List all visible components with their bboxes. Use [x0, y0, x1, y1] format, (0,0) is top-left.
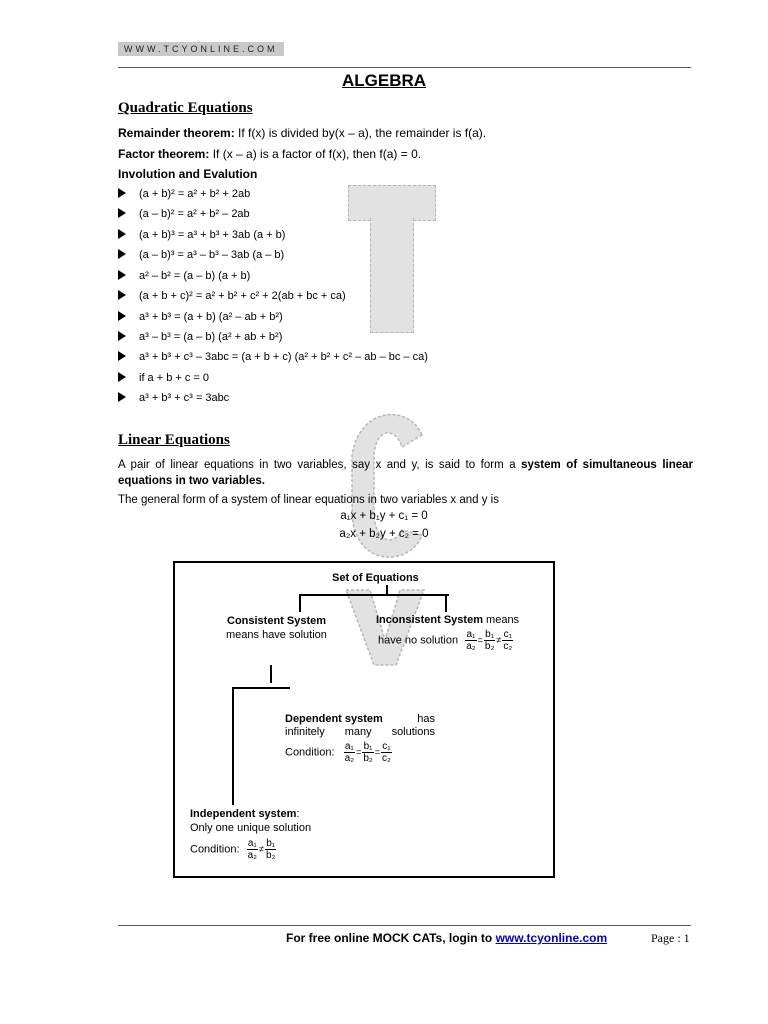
fraction-a: $\frac{\text{a₁}}{\text{a₂}}$ — [466, 629, 476, 652]
list-item — [118, 391, 229, 405]
identity-text: (a + b)² = a² + b² + 2ab — [139, 188, 251, 200]
condition-label: Condition: — [190, 843, 240, 856]
independent-condition: Condition: $\frac{\text{a₁}}{\text{a₂}}$ ≠ $\frac{\text{b₁}}{\text{b₂}}$ — [190, 838, 276, 861]
identity-text: (a + b + c)² = a² + b² + c² + 2(ab + bc + ca) — [139, 290, 346, 302]
page-number: Page : 1 — [651, 931, 690, 945]
remainder-theorem — [118, 126, 486, 140]
list-item — [118, 248, 284, 262]
inconsistent-system-node — [376, 614, 519, 627]
list-item — [118, 310, 283, 324]
remainder-text: If f(x) is divided by(x – a), the remainder is f(a). — [234, 126, 487, 140]
arrow-bullet-icon — [118, 351, 126, 361]
fraction-b: $\frac{\text{b₁}}{\text{b₂}}$ — [363, 741, 373, 764]
identity-text: a² – b² = (a – b) (a + b) — [139, 270, 251, 282]
list-item — [118, 330, 282, 344]
identity-text: if a + b + c = 0 — [139, 372, 210, 384]
arrow-bullet-icon — [118, 270, 126, 280]
involution-subheading: Involution and Evalution — [118, 167, 258, 181]
arrow-bullet-icon — [118, 311, 126, 321]
factor-theorem — [118, 147, 421, 161]
arrow-bullet-icon — [118, 392, 126, 402]
arrow-bullet-icon — [118, 372, 126, 382]
identity-text: (a + b)³ = a³ + b³ + 3ab (a + b) — [139, 229, 286, 241]
para1-text: A pair of linear equations in two variables, say x and y, is said to form a — [118, 459, 522, 471]
identity-text: (a – b)² = a² + b² – 2ab — [139, 208, 250, 220]
inconsistent-desc-text: have no solution — [378, 634, 459, 647]
footer-promo — [286, 931, 607, 945]
list-item — [118, 207, 250, 221]
tree-connector — [232, 687, 290, 689]
identity-text: a³ + b³ = (a + b) (a² – ab + b²) — [139, 311, 283, 323]
dependent-title: Dependent system — [285, 713, 383, 725]
condition-label: Condition: — [285, 746, 335, 759]
dependent-system-node — [285, 713, 435, 726]
fraction-a: $\frac{\text{a₁}}{\text{a₂}}$ — [247, 838, 258, 861]
dependent-has: has — [417, 713, 435, 725]
watermark-letter-t-stem — [370, 218, 414, 333]
arrow-bullet-icon — [118, 290, 126, 300]
independent-system-desc: Only one unique solution — [190, 822, 312, 834]
identity-text: a³ + b³ + c³ = 3abc — [139, 392, 230, 404]
list-item — [118, 187, 250, 201]
independent-title: Independent system — [190, 808, 297, 820]
header-rule — [118, 67, 691, 68]
watermark-letter-t — [348, 185, 436, 221]
inconsistent-system-desc: have no solution $\frac{\text{a₁}}{\text{a₂}}$ = $\frac{\text{b₁}}{\text{b₂}}$ ≠ $\frac{\text{c₁}}{\text{c₂}}$ — [378, 629, 513, 652]
equation-1: a₁x + b₁y + c₁ = 0 — [340, 510, 428, 522]
equations-classification-diagram — [173, 561, 555, 878]
remainder-label: Remainder theorem: — [118, 126, 235, 140]
footer-promo-text: For free online MOCK CATs, login to — [286, 931, 496, 945]
equation-2: a₂x + b₂y + c₂ = 0 — [339, 528, 429, 540]
fraction-c: $\frac{\text{c₁}}{\text{c₂}}$ — [503, 629, 513, 652]
identity-text: a³ – b³ = (a – b) (a² + ab + b²) — [139, 331, 283, 343]
linear-equations-heading: Linear Equations — [118, 432, 230, 448]
page-title: ALGEBRA — [341, 71, 427, 90]
identity-text: (a – b)³ = a³ – b³ – 3ab (a – b) — [139, 249, 285, 261]
arrow-bullet-icon — [118, 249, 126, 259]
arrow-bullet-icon — [118, 229, 126, 239]
footer-rule — [118, 925, 691, 926]
tree-connector — [299, 594, 301, 612]
tree-connector — [232, 687, 234, 805]
factor-text: If (x – a) is a factor of f(x), then f(a) = 0. — [209, 147, 422, 161]
set-of-equations-node: Set of Equations — [332, 572, 419, 584]
factor-label: Factor theorem: — [118, 147, 210, 161]
list-item — [118, 350, 428, 364]
general-form-paragraph: The general form of a system of linear equations in two variables x and y is — [118, 494, 499, 506]
site-url-tag: WWW.TCYONLINE.COM — [118, 42, 284, 56]
footer-link[interactable]: www.tcyonline.com — [495, 931, 608, 945]
linear-intro-paragraph — [118, 457, 693, 489]
fraction-b: $\frac{\text{b₁}}{\text{b₂}}$ — [484, 629, 495, 652]
identity-text: a³ + b³ + c³ – 3abc = (a + b + c) (a² + b² + c² – ab – bc – ca) — [139, 351, 428, 363]
arrow-bullet-icon — [118, 208, 126, 218]
dependent-condition: Condition: $\frac{\text{a₁}}{\text{a₂}}$ = $\frac{\text{b₁}}{\text{b₂}}$ = $\frac{\text{c₁}}{\text{c₂}}$ — [285, 741, 391, 764]
fraction-b: $\frac{\text{b₁}}{\text{b₂}}$ — [266, 838, 276, 861]
quadratic-equations-heading: Quadratic Equations — [118, 100, 253, 116]
tree-connector — [445, 594, 447, 612]
inconsistent-title: Inconsistent System — [376, 614, 483, 626]
fraction-a: $\frac{\text{a₁}}{\text{a₂}}$ — [344, 741, 355, 764]
arrow-bullet-icon — [118, 331, 126, 341]
list-item — [118, 371, 209, 385]
inconsistent-means: means — [482, 614, 520, 626]
consistent-system-desc: means have solution — [226, 629, 327, 641]
dependent-system-desc: infinitely many solutions — [285, 726, 435, 738]
consistent-system-node: Consistent System — [227, 615, 327, 627]
para1-bold: system of simultaneous linear equations in two variables. — [118, 459, 694, 487]
tree-connector — [270, 665, 272, 683]
list-item — [118, 269, 250, 283]
list-item — [118, 289, 346, 303]
fraction-c: $\frac{\text{c₁}}{\text{c₂}}$ — [382, 741, 391, 764]
tree-connector — [299, 594, 449, 596]
arrow-bullet-icon — [118, 188, 126, 198]
independent-system-node: Independent system: — [190, 808, 300, 820]
list-item — [118, 228, 285, 242]
